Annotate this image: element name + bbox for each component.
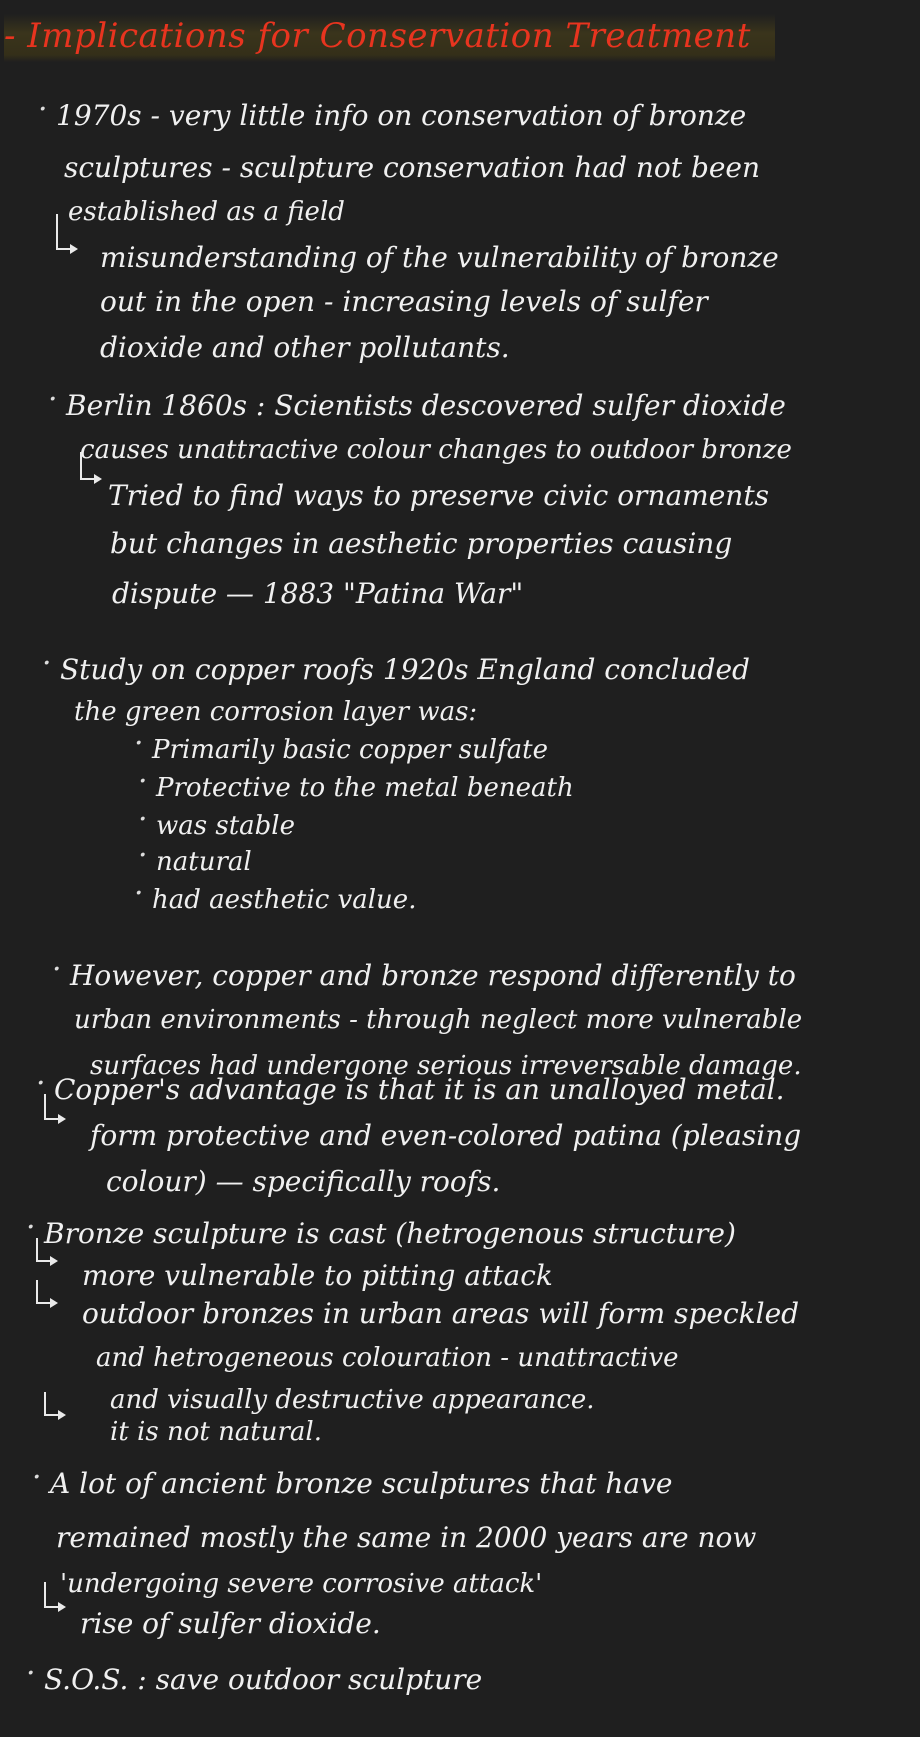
- note-line: · A lot of ancient bronze sculptures that have: [50, 1464, 672, 1504]
- note-line: · 1970s - very little info on conservation of bronze: [56, 96, 746, 136]
- note-line: · However, copper and bronze respond differently to: [70, 956, 796, 996]
- note-list-item: · had aesthetic value.: [152, 880, 416, 920]
- note-list-item: · Protective to the metal beneath: [156, 768, 574, 808]
- note-line: dispute — 1883 "Patina War": [112, 577, 524, 610]
- sub-point-arrow-icon: [36, 1280, 54, 1304]
- note-line: Tried to find ways to preserve civic ornaments: [108, 479, 769, 512]
- note-line: dioxide and other pollutants.: [100, 331, 510, 364]
- note-line: it is not natural.: [110, 1417, 323, 1447]
- sub-point-arrow-icon: [44, 1582, 62, 1608]
- sub-point-arrow-icon: [56, 214, 74, 250]
- note-line: · Study on copper roofs 1920s England concluded: [60, 650, 750, 690]
- note-line: remained mostly the same in 2000 years are now: [56, 1521, 757, 1554]
- note-line: sculptures - sculpture conservation had not been: [64, 151, 761, 184]
- note-line: form protective and even-colored patina (pleasing: [90, 1119, 802, 1152]
- note-line: more vulnerable to pitting attack: [82, 1259, 553, 1292]
- sub-point-arrow-icon: [80, 452, 98, 480]
- sub-point-arrow-icon: [36, 1238, 54, 1262]
- note-line: outdoor bronzes in urban areas will form speckled: [82, 1297, 800, 1330]
- note-line: and visually destructive appearance.: [110, 1385, 595, 1415]
- note-line: and hetrogeneous colouration - unattractive: [96, 1343, 679, 1373]
- note-line: · Berlin 1860s : Scientists descovered sulfer dioxide: [66, 386, 786, 426]
- note-list-item: · Primarily basic copper sulfate: [152, 730, 548, 770]
- note-line: rise of sulfer dioxide.: [80, 1607, 381, 1640]
- note-list-item: · natural: [156, 842, 252, 882]
- note-line: misunderstanding of the vulnerability of bronze: [100, 241, 779, 274]
- page-title: - Implications for Conservation Treatment: [4, 14, 775, 62]
- note-line: established as a field: [68, 197, 345, 227]
- note-line: · S.O.S. : save outdoor sculpture: [44, 1660, 482, 1700]
- sub-point-arrow-icon: [44, 1392, 62, 1416]
- note-line: the green corrosion layer was:: [74, 697, 478, 727]
- note-line: surfaces had undergone serious irreversable damage.: [90, 1051, 802, 1081]
- note-list-item: · was stable: [156, 806, 295, 846]
- note-line: urban environments - through neglect more vulnerable: [74, 1005, 803, 1035]
- note-line: · Copper's advantage is that it is an unalloyed metal.: [54, 1070, 785, 1110]
- note-line: 'undergoing severe corrosive attack': [60, 1569, 543, 1599]
- note-line: out in the open - increasing levels of sulfer: [100, 285, 708, 318]
- note-line: causes unattractive colour changes to outdoor bronze: [80, 435, 792, 465]
- note-line: · Bronze sculpture is cast (hetrogenous structure): [44, 1214, 736, 1254]
- note-line: but changes in aesthetic properties causing: [110, 527, 733, 560]
- note-line: colour) — specifically roofs.: [106, 1165, 501, 1198]
- sub-point-arrow-icon: [44, 1094, 62, 1120]
